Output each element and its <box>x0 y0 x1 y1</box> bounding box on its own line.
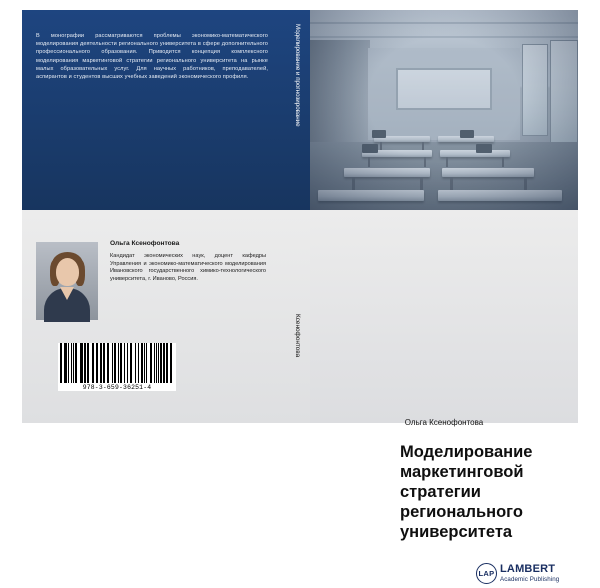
author-photo <box>36 242 98 320</box>
spine-panel <box>284 10 310 423</box>
back-cover-blurb: В монографии рассматриваются проблемы экономико-математического моделирования деятельности регионального университета в сфере дополнительного профессионального образования. Приводится концепция комплексного моделирования маркетинговой стратегии регионального университета на рынке малых образовательных услуг. Для научных работников, преподавателей, аспирантов и студентов высших учебных заведений экономического профиля. <box>36 33 268 81</box>
barcode-icon <box>58 343 176 383</box>
publisher-subtitle: Academic Publishing <box>500 576 560 583</box>
classroom-scene <box>310 10 578 210</box>
spine-title: Моделирование и прогнозирование <box>294 24 301 127</box>
barcode-block <box>58 343 176 391</box>
back-cover-author-bio: Кандидат экономических наук, доцент кафедры Управления и экономико-математического моделирования Ивановского государственного химико-технологического университета, г. Иваново, Россия. <box>110 253 266 282</box>
lap-mark-text: LAP <box>478 569 495 578</box>
publisher-name: LAMBERT <box>500 563 556 575</box>
cover-photo <box>310 10 578 210</box>
back-cover-panel <box>22 10 284 423</box>
front-cover-grey-area <box>310 210 578 583</box>
photo-face <box>56 258 79 286</box>
spine-author: Ксенофонтова <box>294 314 301 358</box>
front-cover-title: Моделирование маркетинговой стратегии регионального университета <box>400 443 533 541</box>
back-cover-author-name: Ольга Ксенофонтова <box>110 240 180 247</box>
back-cover-blue-area <box>22 10 284 210</box>
lap-mark-icon <box>476 563 497 584</box>
scene-vignette <box>310 10 578 210</box>
front-cover-author: Ольга Ксенофонтова <box>404 418 484 427</box>
isbn-text: 978-3-659-36251-4 <box>82 384 152 391</box>
front-cover-panel <box>310 10 578 583</box>
publisher-logo <box>476 562 568 588</box>
